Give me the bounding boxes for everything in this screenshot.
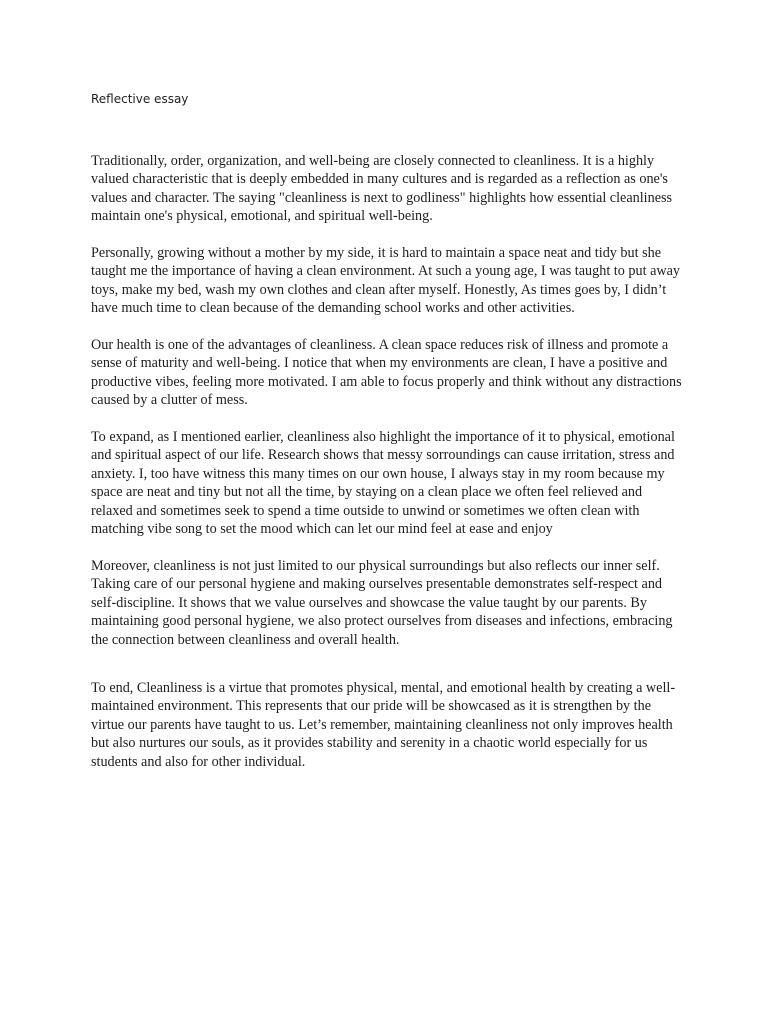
essay-body <box>91 152 683 789</box>
paragraph-introduction: Traditionally, order, organization, and well-being are closely connected to cleanliness. It is a highly valued characteristic that is deeply embedded in many cultures and is regarded as a reflection as one's values and character. The saying "cleanliness is next to godliness" highlights how essential cleanliness maintain one's physical, emotional, and spiritual well-being. <box>91 153 673 225</box>
paragraph-health: Our health is one of the advantages of cleanliness. A clean space reduces risk of illness and promote a sense of maturity and well-being. I notice that when my environments are clean, I have a positive and productive vibes, feeling more motivated. I am able to focus properly and think without any distractions caused by a clutter of mess. <box>91 337 682 409</box>
paragraph-conclusion: To end, Cleanliness is a virtue that promotes physical, mental, and emotional health by creating a well-maintained environment. This represents that our pride will be showcased as it is strengthen by the virtue our parents have taught to us. Let’s remember, maintaining cleanliness not only improves health but also nurtures our souls, as it provides stability and serenity in a chaotic world especially for us students and also for other individual. <box>91 679 676 770</box>
paragraph-moreover: Moreover, cleanliness is not just limited to our physical surroundings but also reflects our inner self. Taking care of our personal hygiene and making ourselves presentable demonstrates self-respect and self-discipline. It shows that we value ourselves and showcase the value taught by our parents. By maintaining good personal hygiene, we also protect ourselves from diseases and infections, embracing the connection between cleanliness and overall health. <box>91 557 673 648</box>
paragraph-expand: To expand, as I mentioned earlier, cleanliness also highlight the importance of it to physical, emotional and spiritual aspect of our life. Research shows that messy sorroundings can cause irritation, stress and anxiety. I, too have witness this many times on our own house, I always stay in my room because my space are neat and tiny but not all the time, by staying on a clean place we often feel relieved and relaxed and sometimes seek to spend a time outside to unwind or sometimes we often clean with matching vibe song to set the mood which can let our mind feel at ease and enjoy <box>91 429 675 538</box>
document-title: Reflective essay <box>91 92 189 106</box>
paragraph-personal: Personally, growing without a mother by my side, it is hard to maintain a space neat and tidy but she taught me the importance of having a clean environment. At such a young age, I was taught to put away toys, make my bed, wash my own clothes and clean after myself. Honestly, As times goes by, I didn’t have much time to clean because of the demanding school works and other activities. <box>91 245 681 317</box>
